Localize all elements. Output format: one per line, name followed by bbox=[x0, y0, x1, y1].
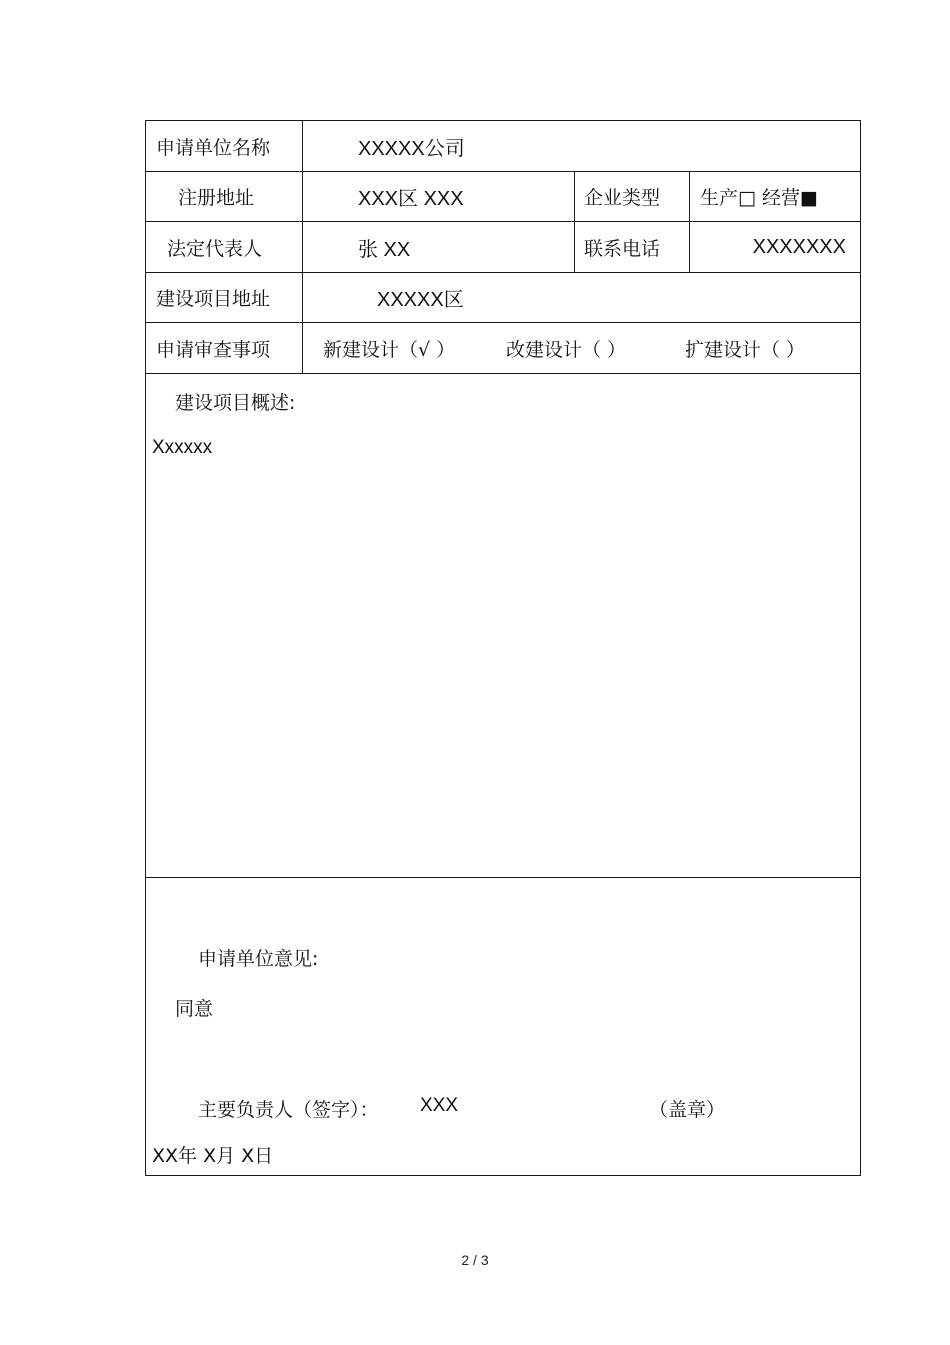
section-applicant-opinion bbox=[146, 878, 860, 1175]
row-legal-representative bbox=[146, 222, 860, 273]
row-registered-address bbox=[146, 172, 860, 222]
signer-label: 主要负责人（签字）： bbox=[198, 1099, 379, 1121]
applicant-name-value: XXXXX公司 bbox=[358, 137, 465, 160]
project-address-label: 建设项目地址 bbox=[156, 288, 271, 310]
row-project-address bbox=[146, 273, 860, 323]
value-cell bbox=[303, 121, 860, 171]
value-cell bbox=[690, 172, 860, 221]
value-cell bbox=[303, 172, 575, 221]
project-overview-label: 建设项目概述: bbox=[175, 392, 296, 414]
row-review-items bbox=[146, 323, 860, 374]
option-new-design: 新建设计（√ ） bbox=[323, 338, 456, 361]
seal-text: （盖章） bbox=[649, 1099, 726, 1121]
value-cell bbox=[303, 222, 575, 272]
project-overview-content: Xxxxxx bbox=[152, 437, 213, 458]
label-cell bbox=[146, 273, 303, 322]
application-form bbox=[145, 120, 861, 1176]
legal-representative-label: 法定代表人 bbox=[167, 237, 263, 260]
applicant-name-label: 申请单位名称 bbox=[156, 136, 271, 159]
option-rebuild-design: 改建设计（ ） bbox=[506, 338, 627, 361]
applicant-opinion-label: 申请单位意见: bbox=[198, 948, 319, 970]
row-applicant-name bbox=[146, 121, 860, 172]
signer-value: XXX bbox=[420, 1095, 459, 1116]
legal-representative-value: 张 XX bbox=[358, 238, 411, 261]
label-cell bbox=[575, 172, 690, 221]
option-expand-design: 扩建设计（ ） bbox=[685, 338, 806, 361]
page-number: 2 / 3 bbox=[461, 1252, 489, 1268]
enterprise-type-label: 企业类型 bbox=[584, 187, 661, 209]
value-cell bbox=[690, 222, 860, 272]
label-cell bbox=[146, 172, 303, 221]
label-cell bbox=[575, 222, 690, 272]
registered-address-label: 注册地址 bbox=[178, 187, 255, 209]
label-cell bbox=[146, 222, 303, 272]
section-project-overview bbox=[146, 374, 860, 878]
project-address-value: XXXXX区 bbox=[377, 289, 464, 311]
value-cell bbox=[303, 323, 860, 373]
label-cell bbox=[146, 121, 303, 171]
phone-label: 联系电话 bbox=[584, 237, 661, 260]
label-cell bbox=[146, 323, 303, 373]
review-items-label: 申请审查事项 bbox=[156, 338, 271, 361]
signing-date: XX年 X月 X日 bbox=[152, 1145, 274, 1167]
enterprise-type-value: 生产□ 经营■ bbox=[700, 187, 818, 209]
registered-address-value: XXX区 XXX bbox=[358, 188, 464, 210]
phone-value: XXXXXXX bbox=[752, 235, 846, 258]
applicant-opinion-content: 同意 bbox=[175, 998, 214, 1020]
value-cell bbox=[303, 273, 860, 322]
